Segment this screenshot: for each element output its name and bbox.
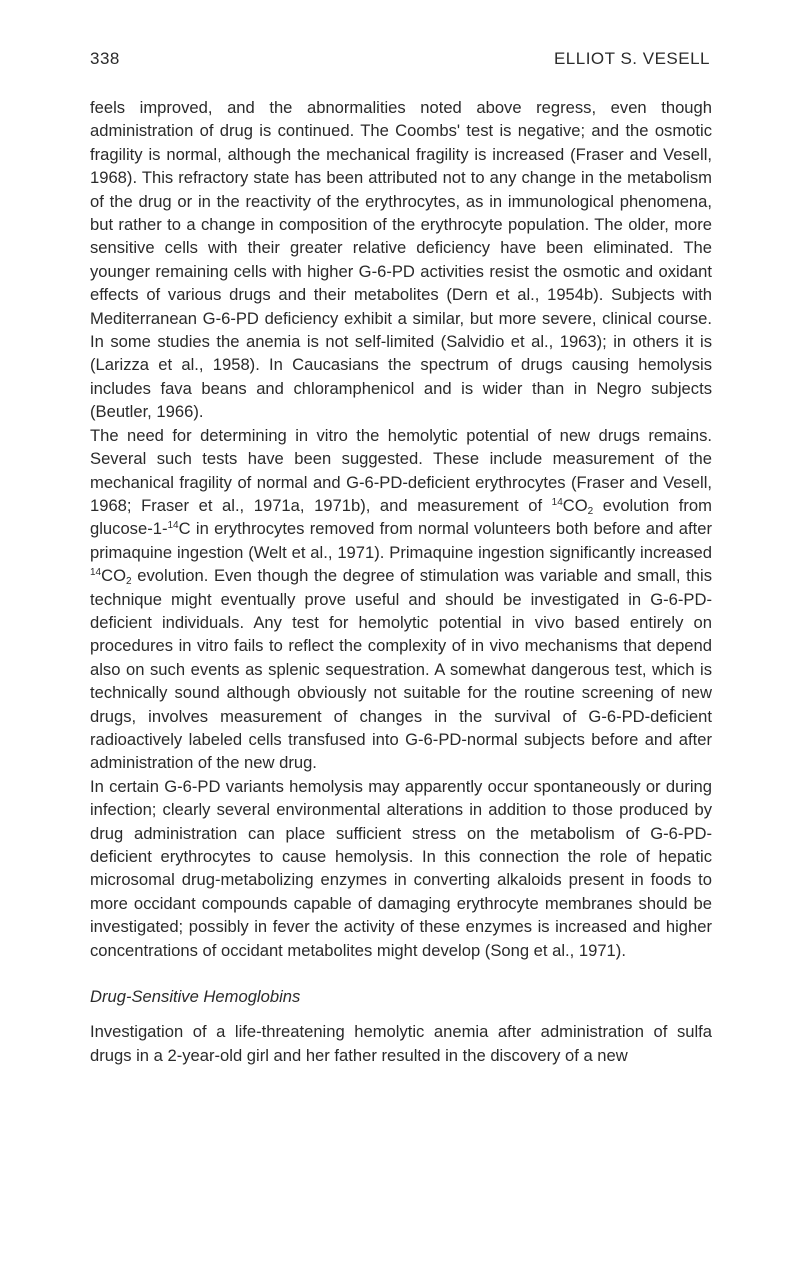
section-heading: Drug-Sensitive Hemoglobins — [90, 987, 301, 1007]
paragraph-section-start: Investigation of a life-threatening hemolytic anemia after administration of sulfa drugs in a 2-year-old girl and her father resulted in the discovery of a new — [90, 1022, 712, 1065]
running-title: ELLIOT S. VESELL — [553, 49, 710, 68]
page-number: 338 — [90, 49, 120, 68]
paragraph-in-vitro-tests: The need for determining in vitro the hemolytic potential of new drugs remains. Several such tests have been suggested. These include measurement of the mechanical fragility of normal and G-6-PD-deficient erythrocytes (Fraser and Vesell, 1968; Fraser et al., 1971a, 1971b), and measurement of $^{14}CO_2$ evolution from glucose-1-$^{14}$C in erythrocytes removed from normal volunteers both before and after primaquine ingestion (Welt et al., 1971). Primaquine ingestion significantly increased $^{14}CO_2$ evolution. Even though the degree of stimulation was variable and small, this technique might eventually prove useful and should be investigated in G-6-PD-deficient individuals. Any test for hemolytic potential in vivo based entirely on procedures in vitro fails to reflect the complexity of in vivo mechanisms that depend also on such events as splenic sequestration. A somewhat dangerous test, which is technically sound although obviously not suitable for the routine screening of new drugs, involves measurement of changes in the survival of G-6-PD-deficient radioactively labeled cells transfused into G-6-PD-normal subjects before and after administration of the new drug. — [90, 425, 712, 773]
paragraph-continued: feels improved, and the abnormalities noted above regress, even though administration of drug is continued. The Coombs' test is negative; and the osmotic fragility is normal, although the mechanical fragility is increased (Fraser and Vesell, 1968). This refractory state has been attributed not to any change in the metabolism of the drug or in the reactivity of the erythrocytes, as in immunological phenomena, but rather to a change in composition of the erythrocyte population. The older, more sensitive cells with their greater relative deficiency have been eliminated. The younger remaining cells with higher G-6-PD activities resist the osmotic and oxidant effects of various drugs and their metabolites (Dern et al., 1954b). Subjects with Mediterranean G-6-PD deficiency exhibit a similar, but more severe, clinical course. In some studies the anemia is not self-limited (Salvidio et al., 1963); in others it is (Larizza et al., 1958). In Caucasians the spectrum of drugs causing hemolysis includes fava beans and chloramphenicol and is wider than in Negro subjects (Beutler, 1966). — [90, 98, 712, 422]
paragraph-variants: In certain G-6-PD variants hemolysis may apparently occur spontaneously or during infection; clearly several environmental alterations in addition to those produced by drug administration can place sufficient stress on the metabolism of G-6-PD-deficient erythrocytes to cause hemolysis. In this connection the role of hepatic microsomal drug-metabolizing enzymes in converting alkaloids present in foods to more occidant compounds capable of damaging erythrocyte membranes should be investigated; possibly in fever the activity of these enzymes is increased and higher concentrations of occidant metabolites might develop (Song et al., 1971). — [90, 776, 712, 960]
body-text — [90, 96, 712, 1067]
running-header — [90, 49, 710, 69]
